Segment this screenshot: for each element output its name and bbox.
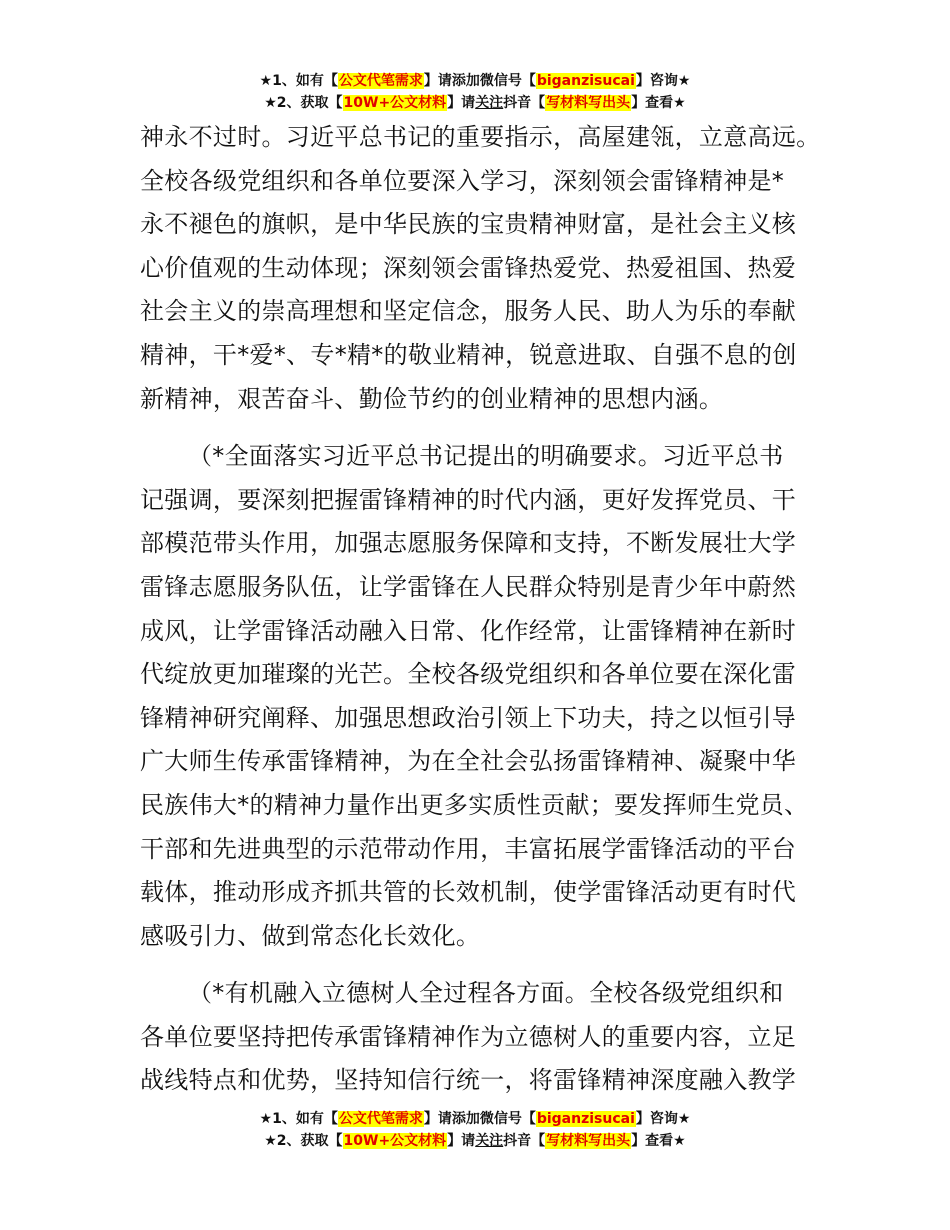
- banner-line-1: ★1、如有【公文代笔需求】请添加微信号【biganzisucai】咨询★: [259, 73, 691, 89]
- banner-line-2: ★2、获取【10W+公文材料】请关注抖音【写材料写出头】查看★: [264, 1133, 686, 1149]
- text-line: 民族伟大*的精神力量作出更多实质性贡献；要发挥师生党员、: [140, 790, 809, 819]
- highlight-douyin-account: 写材料写出头: [546, 95, 631, 111]
- banner-line-2: ★2、获取【10W+公文材料】请关注抖音【写材料写出头】查看★: [264, 95, 686, 111]
- text-line: 感吸引力、做到常态化长效化。: [140, 921, 481, 950]
- text-line: 雷锋志愿服务队伍，让学雷锋在人民群众特别是青少年中蔚然: [140, 572, 797, 601]
- text-line: 全校各级党组织和各单位要深入学习，深刻领会雷锋精神是*: [140, 166, 785, 195]
- document-body: [140, 116, 820, 1103]
- highlight-wechat-id: biganzisucai: [536, 1111, 635, 1127]
- highlight-service: 公文代笔需求: [338, 73, 423, 89]
- text-line: 心价值观的生动体现；深刻领会雷锋热爱党、热爱祖国、热爱: [140, 253, 797, 282]
- header-banner: [0, 70, 950, 114]
- text-line: 锋精神研究阐释、加强思想政治引领上下功夫，持之以恒引导: [140, 703, 797, 732]
- highlight-wechat-id: biganzisucai: [536, 73, 635, 89]
- text-line: 精神，干*爱*、专*精*的敬业精神，锐意进取、自强不息的创: [140, 340, 797, 369]
- text-line: 社会主义的崇高理想和坚定信念，服务人民、助人为乐的奉献: [140, 297, 797, 326]
- highlight-douyin-account: 写材料写出头: [546, 1133, 631, 1149]
- text-line: （*全面落实习近平总书记提出的明确要求。习近平总书: [188, 442, 784, 471]
- paragraph-1: [140, 116, 820, 421]
- banner-line-1: ★1、如有【公文代笔需求】请添加微信号【biganzisucai】咨询★: [259, 1111, 691, 1127]
- text-line: 部模范带头作用，加强志愿服务保障和支持，不断发展壮大学: [140, 529, 797, 558]
- footer-banner: [0, 1108, 950, 1152]
- paragraph-2: [140, 435, 820, 958]
- text-line: 神永不过时。习近平总书记的重要指示，高屋建瓴，立意高远。: [140, 123, 821, 151]
- text-line: 载体，推动形成齐抓共管的长效机制，使学雷锋活动更有时代: [140, 878, 797, 907]
- text-line: 新精神，艰苦奋斗、勤俭节约的创业精神的思想内涵。: [140, 384, 724, 413]
- text-line: 成风，让学雷锋活动融入日常、化作经常，让雷锋精神在新时: [140, 616, 797, 645]
- highlight-materials: 10W+公文材料: [343, 95, 447, 111]
- highlight-materials: 10W+公文材料: [343, 1133, 447, 1149]
- text-line: 广大师生传承雷锋精神，为在全社会弘扬雷锋精神、凝聚中华: [140, 747, 797, 776]
- text-line: 记强调，要深刻把握雷锋精神的时代内涵，更好发挥党员、干: [140, 485, 797, 514]
- paragraph-3: [140, 972, 820, 1103]
- highlight-service: 公文代笔需求: [338, 1111, 423, 1127]
- text-line: 各单位要坚持把传承雷锋精神作为立德树人的重要内容，立足: [140, 1022, 797, 1051]
- text-line: 战线特点和优势，坚持知信行统一，将雷锋精神深度融入教学: [140, 1066, 797, 1095]
- underline-follow: 关注: [475, 1133, 504, 1149]
- text-line: 永不褪色的旗帜，是中华民族的宝贵精神财富，是社会主义核: [140, 210, 797, 239]
- text-line: 干部和先进典型的示范带动作用，丰富拓展学雷锋活动的平台: [140, 834, 797, 863]
- text-line: 代绽放更加璀璨的光芒。全校各级党组织和各单位要在深化雷: [140, 660, 797, 689]
- underline-follow: 关注: [475, 95, 504, 111]
- text-line: （*有机融入立德树人全过程各方面。全校各级党组织和: [188, 979, 784, 1008]
